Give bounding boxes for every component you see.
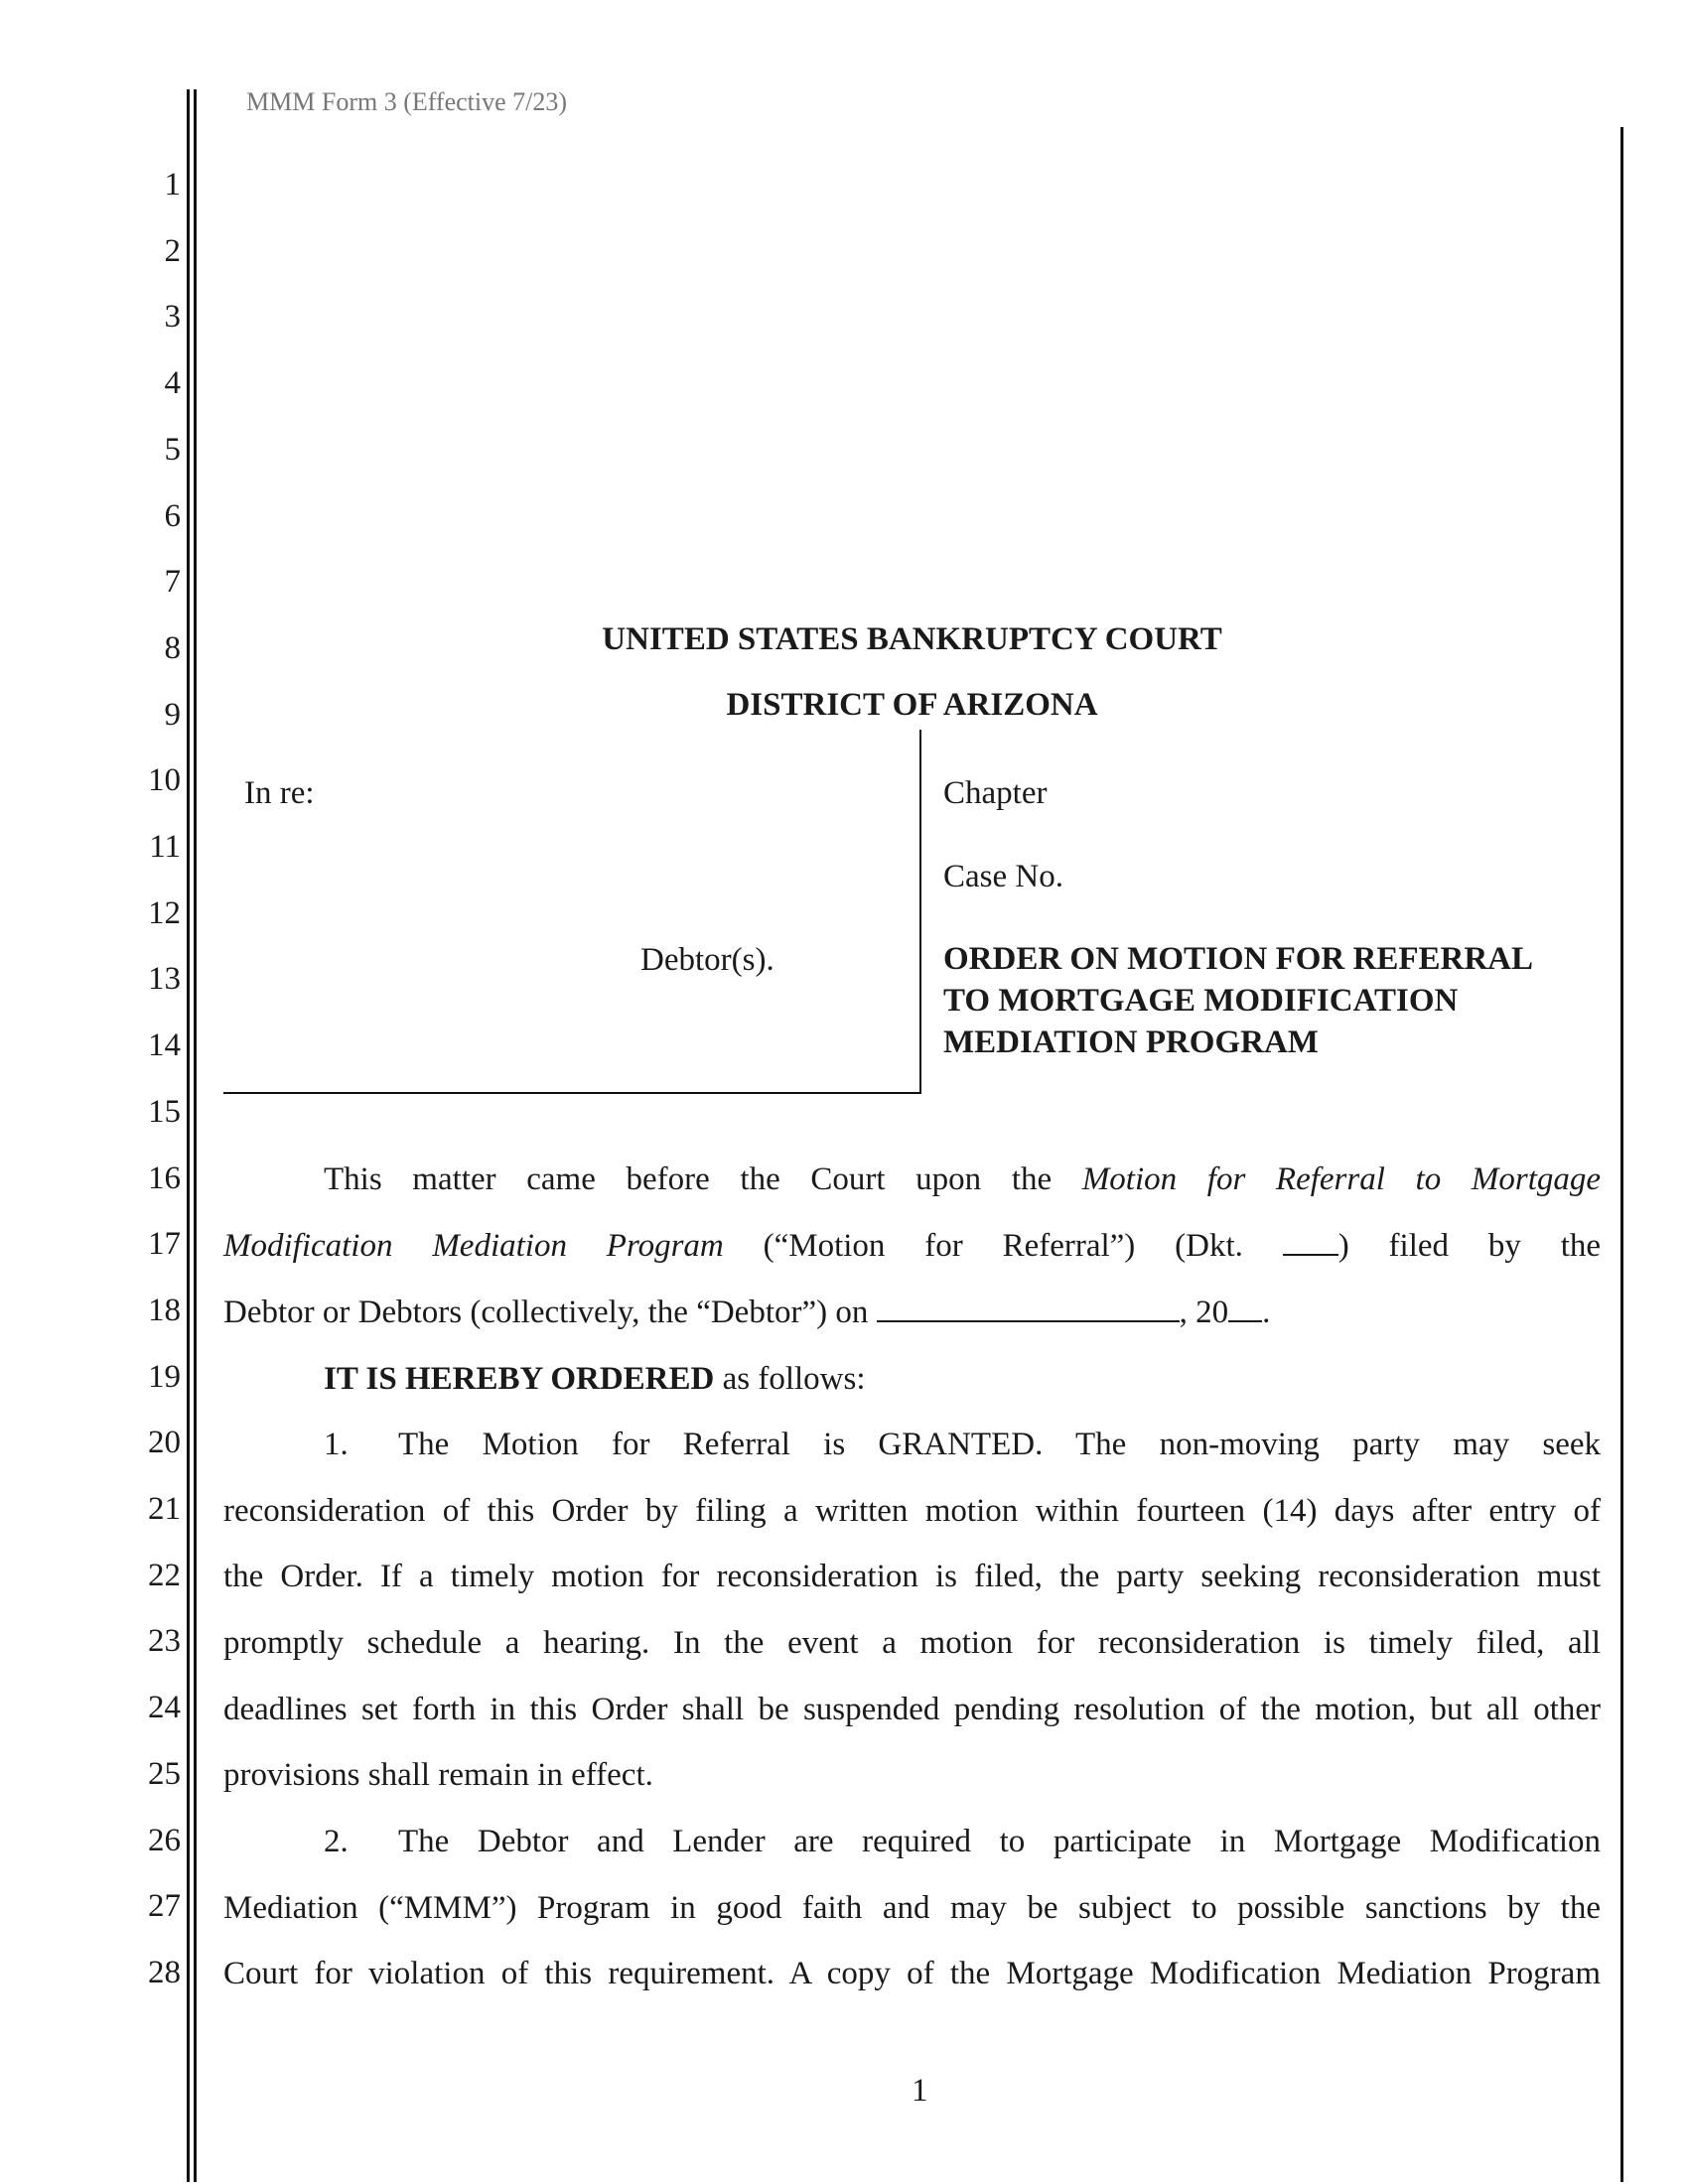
line-number: 11 xyxy=(149,829,181,865)
paragraph-1-line-1: The Motion for Referral is GRANTED. The non-moving party may seek xyxy=(398,1427,1601,1462)
line-number: 8 xyxy=(164,629,181,666)
line-number: 27 xyxy=(148,1888,181,1925)
paragraph-1-number: 1. xyxy=(324,1427,349,1462)
caption-vertical-rule xyxy=(919,730,921,1094)
line-number: 3 xyxy=(164,299,181,336)
line-number: 23 xyxy=(148,1623,181,1660)
line-number: 28 xyxy=(148,1954,181,1990)
line-number: 19 xyxy=(148,1358,181,1395)
intro-line-1: This matter came before the Court upon the Motion for Referral to Mortgage xyxy=(324,1161,1602,1197)
right-margin-rule xyxy=(1620,127,1623,2182)
line-number: 25 xyxy=(148,1755,181,1792)
paragraph-1-line-6: provisions shall remain in effect. xyxy=(223,1757,653,1793)
form-label: MMM Form 3 (Effective 7/23) xyxy=(246,87,568,116)
paragraph-1-line-2: reconsideration of this Order by filing a written motion within fourteen (14) days after entry of xyxy=(223,1493,1601,1529)
line-number: 17 xyxy=(148,1226,181,1263)
page-number: 1 xyxy=(912,2073,928,2109)
left-margin-rule-inner xyxy=(194,89,197,2182)
line-number: 10 xyxy=(148,762,181,799)
paragraph-2-line-2: Mediation (“MMM”) Program in good faith and may be subject to possible sanctions by the xyxy=(223,1890,1601,1926)
order-title-line-2: TO MORTGAGE MODIFICATION xyxy=(943,983,1459,1019)
paragraph-1-line-4: promptly schedule a hearing. In the event a motion for reconsideration is timely filed, all xyxy=(223,1625,1601,1661)
line-number: 14 xyxy=(148,1027,181,1064)
line-number: 18 xyxy=(148,1292,181,1328)
line-number: 9 xyxy=(164,696,181,733)
paragraph-2-line-3: Court for violation of this requirement. A copy of the Mortgage Modification Mediation Program xyxy=(223,1956,1601,1991)
paragraph-2-line-1: The Debtor and Lender are required to participate in Mortgage Modification xyxy=(398,1824,1601,1859)
order-title-line-1: ORDER ON MOTION FOR REFERRAL xyxy=(943,941,1534,977)
line-number: 21 xyxy=(148,1491,181,1527)
case-number-label: Case No. xyxy=(943,859,1063,894)
paragraph-2-number: 2. xyxy=(324,1824,349,1859)
line-number: 13 xyxy=(148,961,181,998)
chapter-label: Chapter xyxy=(943,775,1048,811)
caption-bottom-rule xyxy=(223,1092,921,1094)
line-number: 2 xyxy=(164,232,181,269)
line-number: 5 xyxy=(164,431,181,468)
court-district: DISTRICT OF ARIZONA xyxy=(726,687,1098,723)
line-number: 4 xyxy=(164,365,181,402)
line-number: 1 xyxy=(164,167,181,203)
year-blank xyxy=(1228,1293,1262,1322)
intro-line-2: Modification Mediation Program (“Motion for Referral”) (Dkt. ) filed by the xyxy=(223,1228,1602,1264)
ordered-line: IT IS HEREBY ORDERED as follows: xyxy=(324,1361,866,1397)
line-number: 6 xyxy=(164,497,181,534)
line-number: 26 xyxy=(148,1822,181,1858)
date-blank xyxy=(877,1293,1180,1322)
line-number: 22 xyxy=(148,1557,181,1593)
left-margin-rule-outer xyxy=(187,89,190,2182)
intro-line-3: Debtor or Debtors (collectively, the “Debtor”) on , 20 . xyxy=(223,1295,1271,1330)
paragraph-1-line-3: the Order. If a timely motion for reconsideration is filed, the party seeking reconsideration must xyxy=(223,1559,1601,1594)
line-number: 15 xyxy=(148,1093,181,1130)
order-title-line-3: MEDIATION PROGRAM xyxy=(943,1024,1319,1060)
debtor-label: Debtor(s). xyxy=(640,942,774,978)
line-number: 7 xyxy=(164,564,181,601)
docket-blank: ) filed by the xyxy=(1283,1228,1601,1264)
paragraph-1-line-5: deadlines set forth in this Order shall be suspended pending resolution of the motion, but all other xyxy=(223,1692,1601,1727)
line-number: 16 xyxy=(148,1160,181,1196)
court-name: UNITED STATES BANKRUPTCY COURT xyxy=(602,621,1222,657)
in-re-label: In re: xyxy=(244,775,315,811)
line-number: 12 xyxy=(148,894,181,931)
line-number: 20 xyxy=(148,1425,181,1461)
line-number: 24 xyxy=(148,1690,181,1726)
